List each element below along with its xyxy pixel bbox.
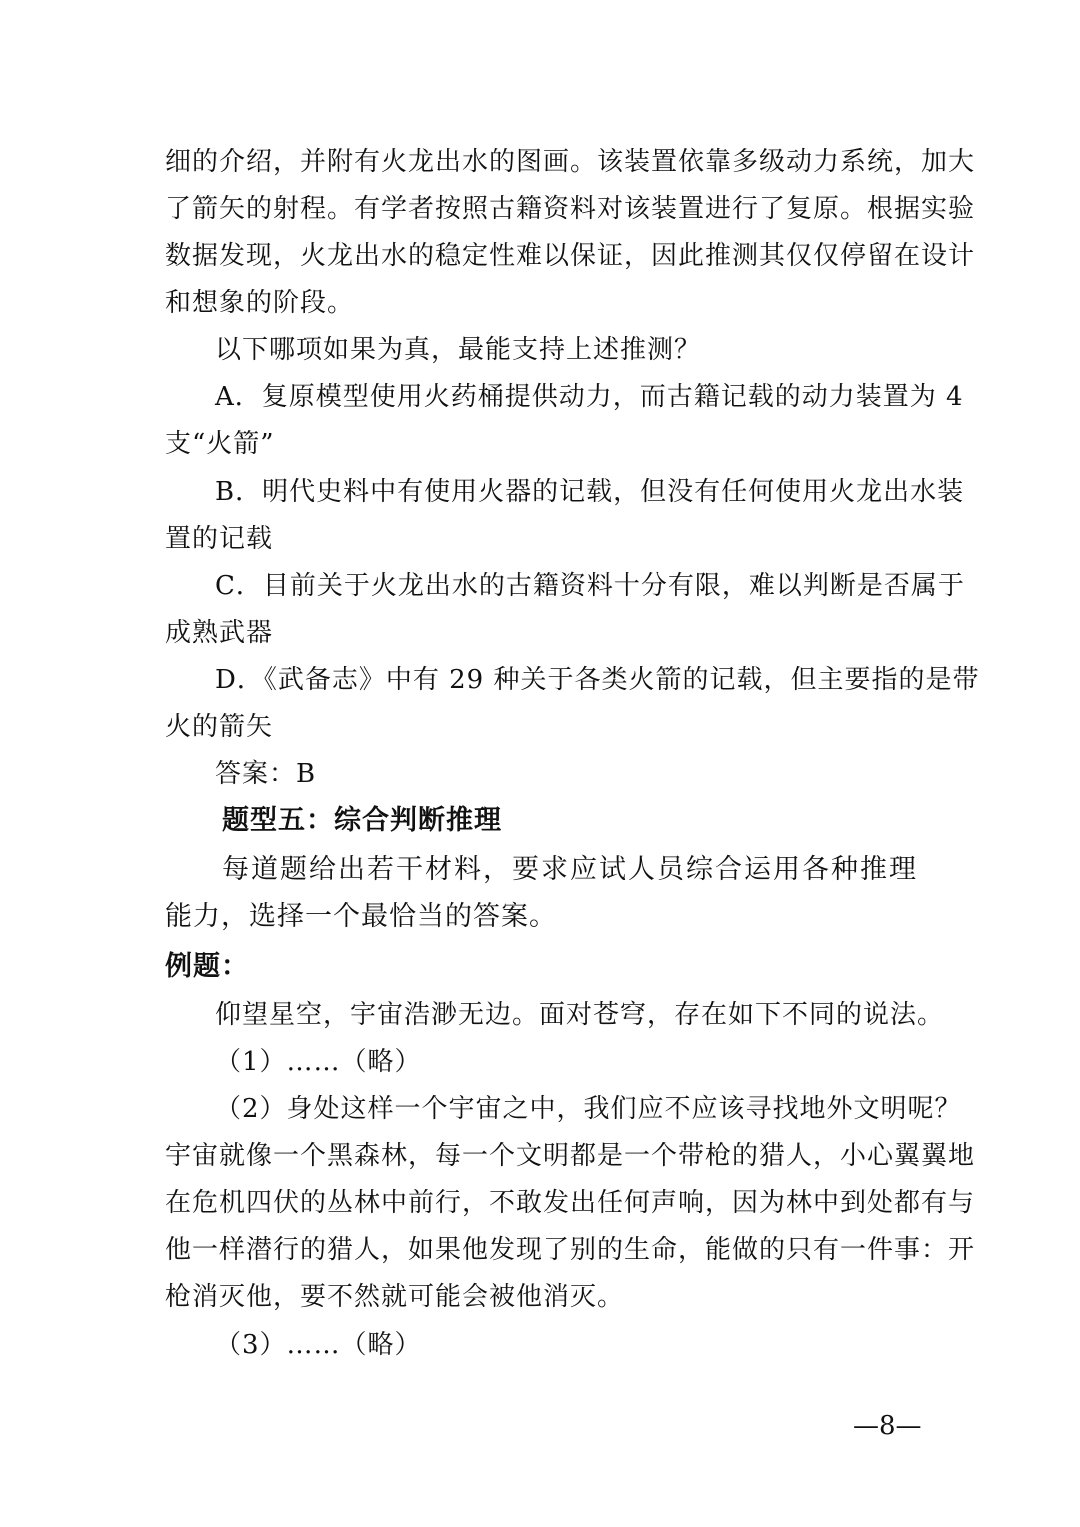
- option-d-line-1: D．《武备志》中有 29 种关于各类火箭的记载，但主要指的是带: [215, 665, 980, 695]
- intro-line-2: 了箭矢的射程。有学者按照古籍资料对该装置进行了复原。根据实验: [165, 194, 976, 224]
- option-c-line-2: 成熟武器: [165, 618, 274, 648]
- example-label: 例题：: [165, 951, 249, 982]
- section-desc-line-1: 每道题给出若干材料，要求应试人员综合运用各种推理: [222, 854, 917, 885]
- intro-line-1: 细的介绍，并附有火龙出水的图画。该装置依靠多级动力系统，加大: [165, 147, 976, 177]
- option-a-line-2: 支“火箭”: [165, 429, 275, 459]
- example-item-1: （1）……（略）: [215, 1047, 422, 1077]
- section-desc-line-2: 能力，选择一个最恰当的答案。: [165, 901, 557, 932]
- example-item-2-line-2: 宇宙就像一个黑森林，每一个文明都是一个带枪的猎人，小心翼翼地: [165, 1141, 976, 1171]
- section-title: 题型五：综合判断推理: [222, 805, 502, 836]
- option-a-line-1: A．复原模型使用火药桶提供动力，而古籍记载的动力装置为 4: [215, 382, 964, 412]
- option-b-line-2: 置的记载: [165, 524, 274, 554]
- answer-text: 答案：B: [215, 759, 317, 789]
- option-b-line-1: B．明代史料中有使用火器的记载，但没有任何使用火龙出水装: [215, 477, 965, 507]
- example-item-2-line-5: 枪消灭他，要不然就可能会被他消灭。: [165, 1282, 625, 1312]
- example-item-2-line-4: 他一样潜行的猎人，如果他发现了别的生命，能做的只有一件事：开: [165, 1235, 976, 1265]
- example-item-2-line-1: （2）身处这样一个宇宙之中，我们应不应该寻找地外文明呢？: [215, 1094, 962, 1124]
- example-item-2-line-3: 在危机四伏的丛林中前行，不敢发出任何声响，因为林中到处都有与: [165, 1188, 976, 1218]
- intro-line-3: 数据发现，火龙出水的稳定性难以保证，因此推测其仅仅停留在设计: [165, 241, 976, 271]
- example-line-1: 仰望星空，宇宙浩渺无边。面对苍穹，存在如下不同的说法。: [215, 1000, 945, 1030]
- intro-line-4: 和想象的阶段。: [165, 288, 355, 318]
- question-text: 以下哪项如果为真，最能支持上述推测？: [215, 335, 702, 365]
- option-d-line-2: 火的箭矢: [165, 712, 274, 742]
- example-item-3: （3）……（略）: [215, 1330, 422, 1360]
- option-c-line-1: C．目前关于火龙出水的古籍资料十分有限，难以判断是否属于: [215, 571, 965, 601]
- page-number: —8—: [853, 1411, 922, 1441]
